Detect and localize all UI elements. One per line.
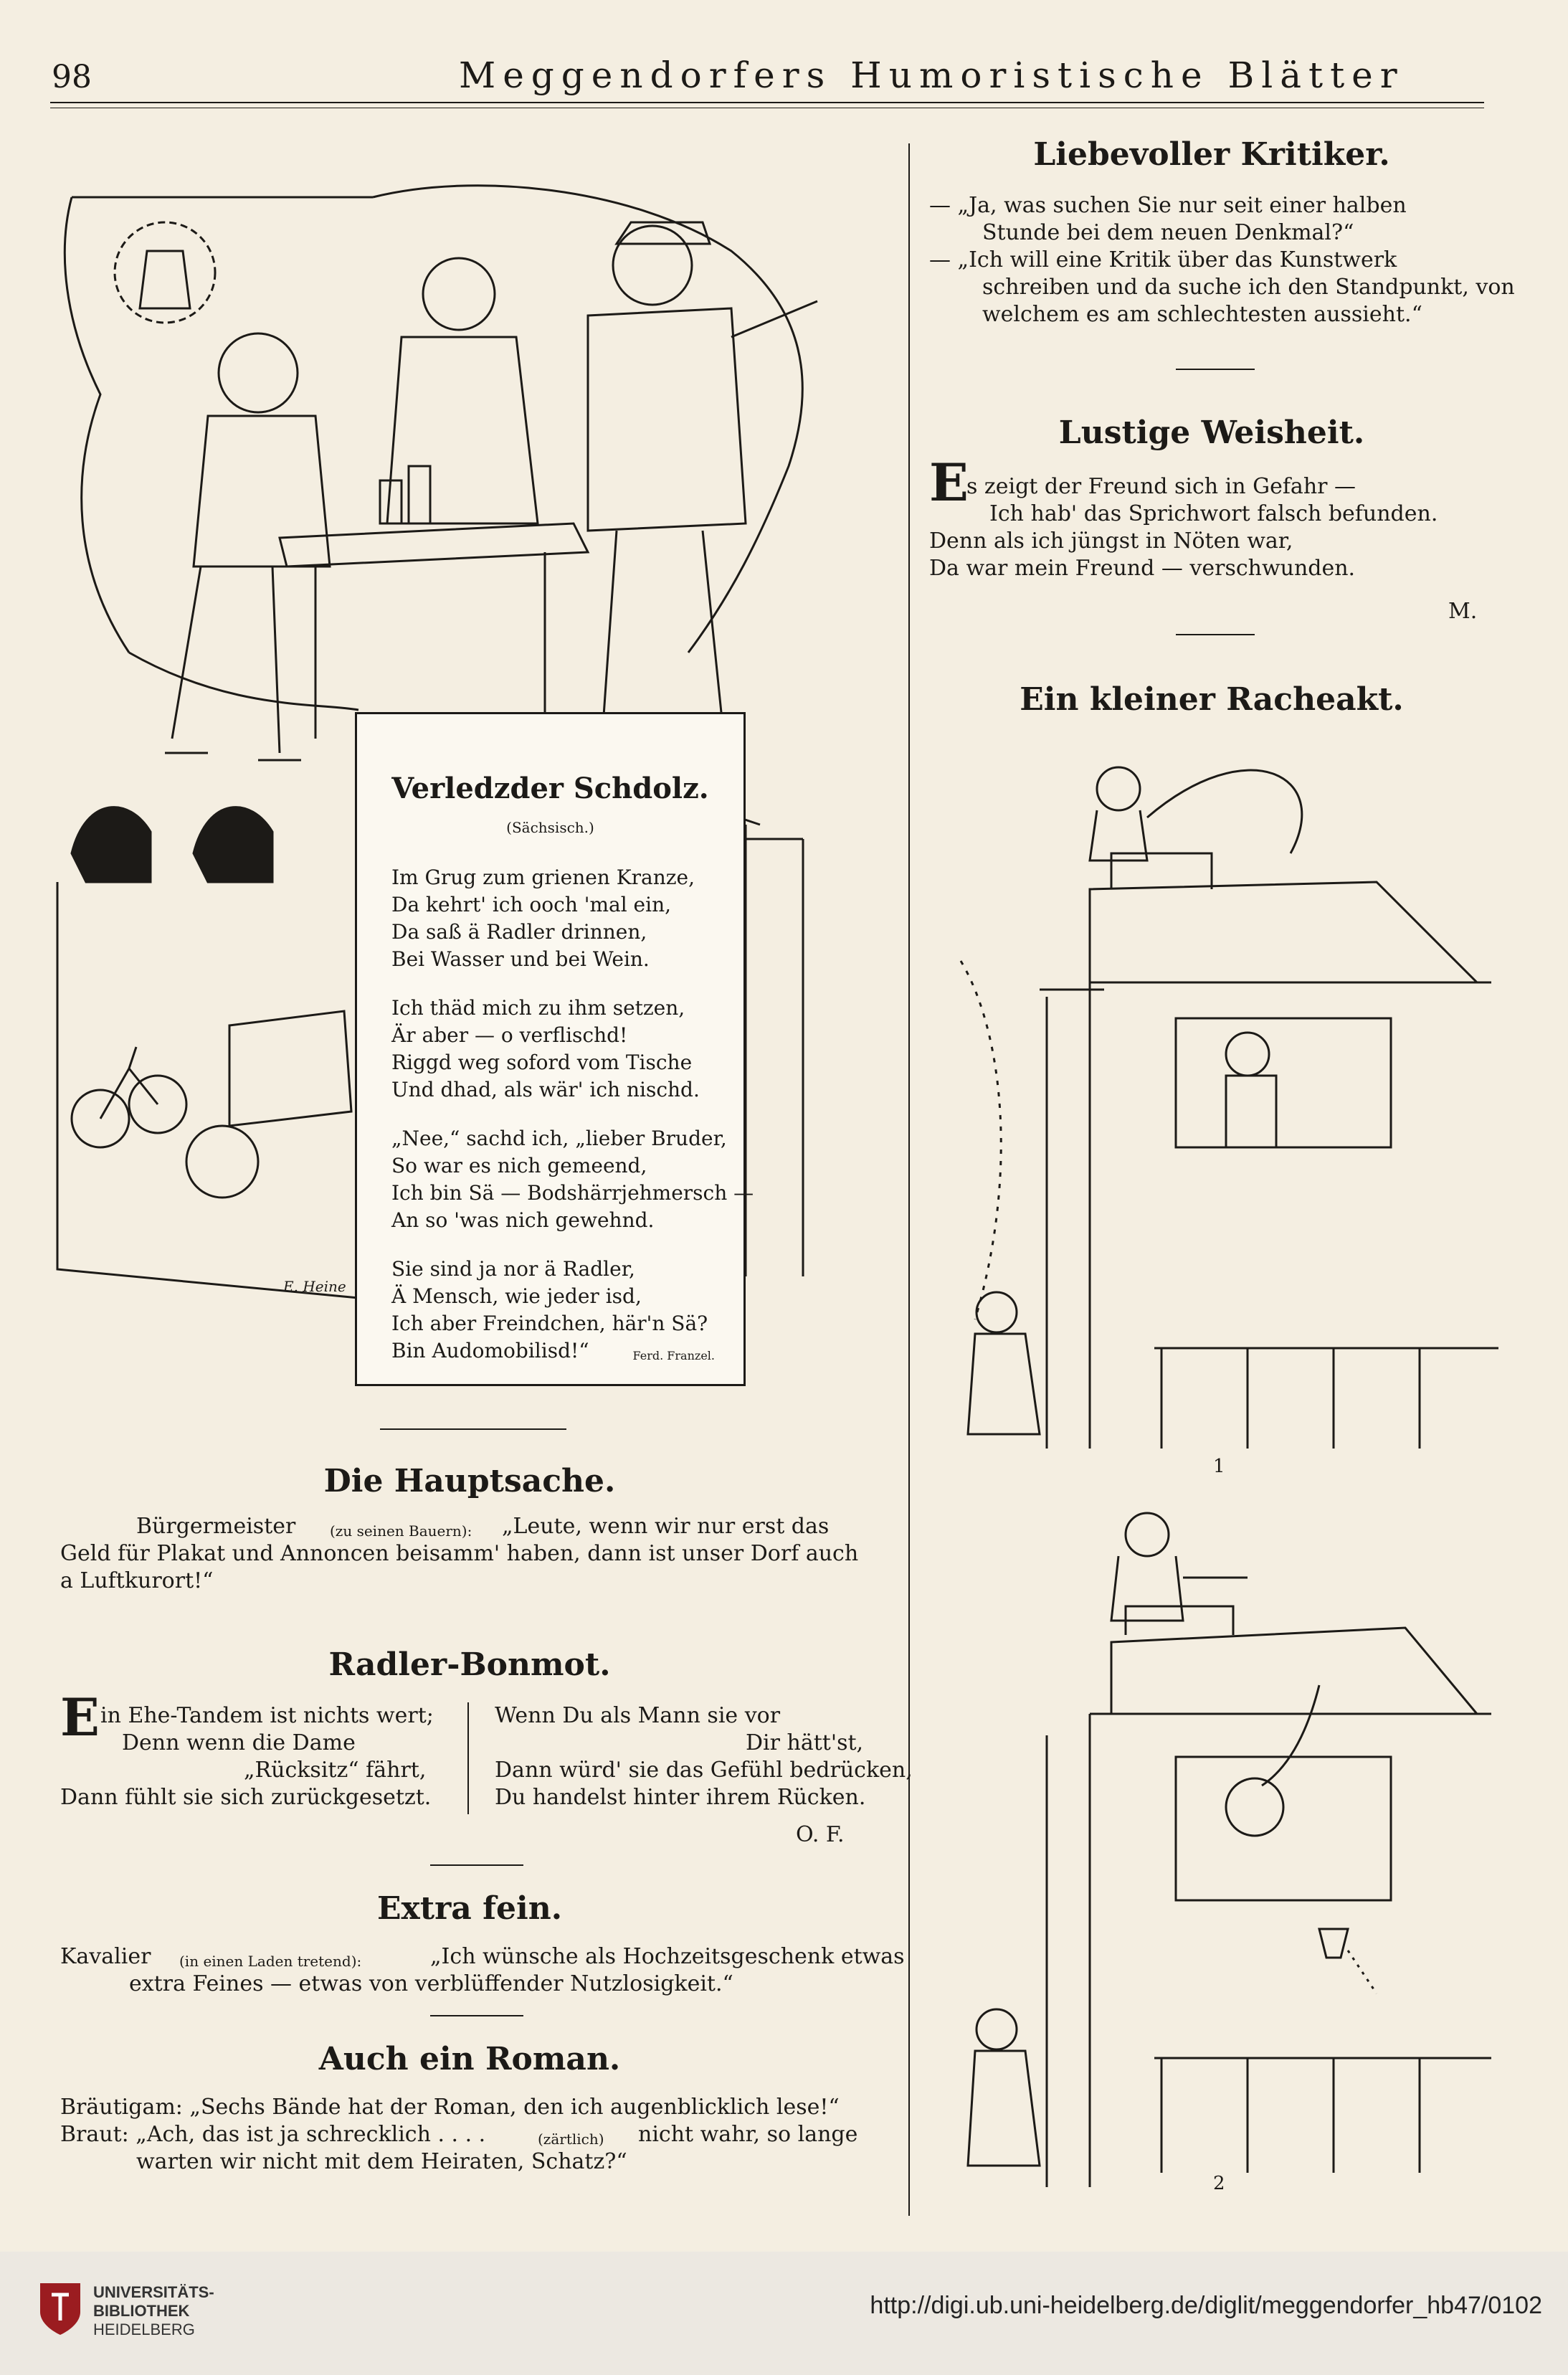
radler-right-line: Dir hätt'st, (746, 1730, 864, 1755)
running-title: Meggendorfers Humoristische Blätter (459, 54, 1405, 96)
racheakt-panel-1 (946, 746, 1498, 1456)
kritiker-title: Liebevoller Kritiker. (1033, 136, 1390, 173)
section-divider (430, 1864, 523, 1866)
weisheit-line: Denn als ich jüngst in Nöten war, (929, 528, 1293, 554)
poem-line: Riggd weg soford vom Tische (391, 1051, 693, 1074)
section-divider (1176, 369, 1255, 370)
viewer-footer (0, 2252, 1568, 2375)
racheakt-title: Ein kleiner Racheakt. (1020, 681, 1404, 718)
weisheit-line: Ich hab' das Sprichwort falsch befunden. (989, 501, 1438, 526)
kritiker-line: welchem es am schlechtesten aussieht.“ (982, 302, 1422, 327)
radler-left-line: „Rücksitz“ fährt, (244, 1758, 427, 1783)
poem-line: „Nee,“ sachd ich, „lieber Bruder, (391, 1127, 727, 1150)
hauptsache-title: Die Hauptsache. (323, 1463, 616, 1499)
poem-line: Är aber — o verflischd! (391, 1023, 628, 1047)
radler-left-line: Denn wenn die Dame (122, 1730, 356, 1755)
panel-1-number: 1 (1213, 1456, 1225, 1477)
roman-title: Auch ein Roman. (318, 2041, 621, 2077)
radler-drop-cap: E (60, 1687, 100, 1748)
poem-author: Ferd. Franzel. (632, 1349, 715, 1362)
roman-line2b: nicht wahr, so lange (638, 2122, 858, 2147)
poem-line: So war es nich gemeend, (391, 1154, 647, 1177)
column-divider (908, 143, 910, 2216)
weisheit-drop-cap: E (929, 452, 969, 513)
illustrator-signature: E. Heine (283, 1278, 346, 1295)
permalink-url[interactable]: http://digi.ub.uni-heidelberg.de/diglit/meggendorfer_hb47/0102 (870, 2292, 1542, 2319)
hauptsache-speaker: Bürgermeister (136, 1514, 296, 1539)
roman-line2a: Braut: „Ach, das ist ja schrecklich . . . . (60, 2122, 486, 2147)
extra-stage: (in einen Laden tretend): (179, 1953, 362, 1970)
section-divider (1176, 634, 1255, 635)
poem-line: Und dhad, als wär' ich nischd. (391, 1078, 700, 1101)
radler-right-line: Du handelst hinter ihrem Rücken. (495, 1785, 866, 1810)
hauptsache-stage: (zu seinen Bauern): (330, 1522, 472, 1540)
extra-title: Extra fein. (376, 1890, 563, 1927)
poem-line: An so 'was nich gewehnd. (391, 1208, 655, 1232)
extra-speaker: Kavalier (60, 1944, 151, 1969)
poem-line: Im Grug zum grienen Kranze, (391, 866, 695, 889)
header-rule (50, 102, 1484, 103)
poem-line: Ich aber Freindchen, här'n Sä? (391, 1312, 708, 1335)
poem-line: Bin Audomobilisd!“ (391, 1339, 589, 1362)
logo-line: BIBLIOTHEK (93, 2302, 190, 2320)
radler-right-line: Dann würd' sie das Gefühl bedrücken, (495, 1758, 913, 1783)
poem-line: Da kehrt' ich ooch 'mal ein, (391, 893, 672, 916)
radler-signature: O. F. (796, 1822, 845, 1847)
weisheit-line: s zeigt der Freund sich in Gefahr — (966, 474, 1356, 499)
kritiker-line: schreiben und da suche ich den Standpunkt, von (982, 275, 1515, 300)
kritiker-line: — „Ja, was suchen Sie nur seit einer halben (929, 193, 1407, 218)
logo-line: UNIVERSITÄTS- (93, 2283, 214, 2301)
poem-title: Verledzder Schdolz. (391, 772, 709, 805)
ornament-divider (380, 1428, 566, 1430)
university-seal-icon (37, 2280, 83, 2338)
radler-column-rule (467, 1702, 469, 1814)
poem-box (355, 712, 754, 1386)
kritiker-line: — „Ich will eine Kritik über das Kunstwerk (929, 247, 1397, 272)
poem-subtitle: (Sächsisch.) (506, 819, 594, 836)
hauptsache-line2: Geld für Plakat und Annoncen beisamm' haben, dann ist unser Dorf auch (60, 1541, 859, 1566)
radler-left-line: Dann fühlt sie sich zurückgesetzt. (60, 1785, 432, 1810)
extra-line1: „Ich wünsche als Hochzeitsgeschenk etwas (430, 1944, 905, 1969)
racheakt-panel-2 (946, 1499, 1498, 2187)
roman-line3: warten wir nicht mit dem Heiraten, Schatz?“ (136, 2149, 627, 2174)
hauptsache-line3: a Luftkurort!“ (60, 1568, 214, 1593)
extra-line2: extra Feines — etwas von verblüffender Nutzlosigkeit.“ (129, 1971, 733, 1996)
poem-line: Da saß ä Radler drinnen, (391, 920, 647, 944)
radler-title: Radler-Bonmot. (328, 1646, 611, 1683)
poem-line: Bei Wasser und bei Wein. (391, 947, 650, 971)
radler-right-line: Wenn Du als Mann sie vor (495, 1703, 781, 1728)
kritiker-line: Stunde bei dem neuen Denkmal?“ (982, 220, 1354, 245)
weisheit-line: Da war mein Freund — verschwunden. (929, 556, 1356, 581)
roman-stage: (zärtlich) (538, 2130, 604, 2148)
roman-line1: Bräutigam: „Sechs Bände hat der Roman, den ich augenblicklich lese!“ (60, 2095, 840, 2120)
poem-line: Ich thäd mich zu ihm setzen, (391, 996, 685, 1020)
page-number: 98 (52, 59, 92, 95)
section-divider (430, 2015, 523, 2016)
weisheit-signature: M. (1448, 599, 1478, 624)
weisheit-title: Lustige Weisheit. (1058, 414, 1365, 451)
poem-line: Ä Mensch, wie jeder isd, (391, 1284, 642, 1308)
logo-line: HEIDELBERG (93, 2321, 195, 2338)
hauptsache-line1: „Leute, wenn wir nur erst das (502, 1514, 830, 1539)
poem-line: Ich bin Sä — Bodshärrjehmersch — (391, 1181, 754, 1205)
panel-2-number: 2 (1213, 2173, 1225, 2194)
library-logo-text (93, 2283, 214, 2339)
radler-left-line: in Ehe-Tandem ist nichts wert; (100, 1703, 434, 1728)
poem-line: Sie sind ja nor ä Radler, (391, 1257, 635, 1281)
